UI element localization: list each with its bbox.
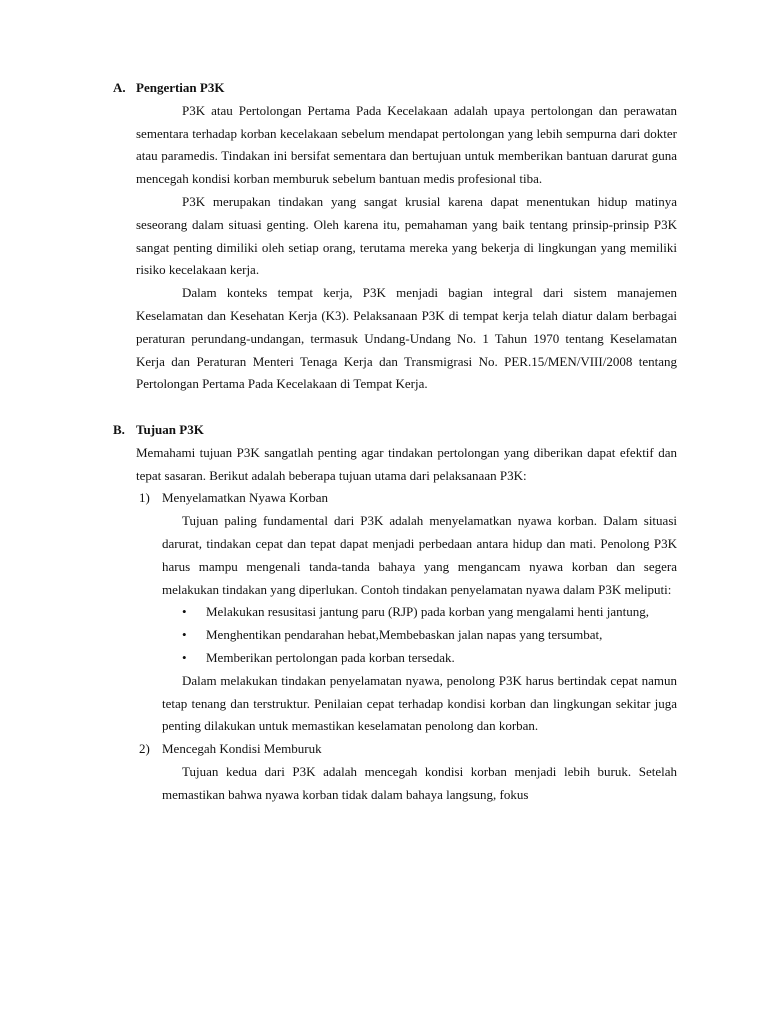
section-a-paragraph-3: Dalam konteks tempat kerja, P3K menjadi bagian integral dari sistem manajemen Keselamatan dan Kesehatan Kerja (K3). Pelaksanaan P3K di tempat kerja telah diatur dalam berbagai peraturan perundang-undangan, termasuk Undang-Undang No. 1 Tahun 1970 tentang Keselamatan Kerja dan Peraturan Menteri Tenaga Kerja dan Transmigrasi No. PER.15/MEN/VIII/2008 tentang Pertolongan Pertama Pada Kecelakaan di Tempat Kerja. (136, 285, 677, 392)
bullet-text: Melakukan resusitasi jantung paru (RJP) pada korban yang mengalami henti jantung, (206, 604, 649, 620)
section-b-title: Tujuan P3K (136, 421, 204, 437)
item-1-title: Menyelamatkan Nyawa Korban (162, 490, 329, 506)
list-item (182, 601, 677, 624)
bullet-list (182, 601, 677, 669)
section-b-intro: Memahami tujuan P3K sangatlah penting agar tindakan pertolongan yang diberikan dapat efektif dan tepat sasaran. Berikut adalah beberapa tujuan utama dari pelaksanaan P3K: (136, 444, 677, 483)
item-1-label: 1) (139, 490, 150, 506)
section-a-title: Pengertian P3K (136, 80, 225, 95)
numbered-item-2 (113, 738, 677, 761)
list-item (182, 647, 677, 670)
section-a-paragraph-1: P3K atau Pertolongan Pertama Pada Kecelakaan adalah upaya pertolongan dan perawatan sementara terhadap korban kecelakaan sebelum mendapat pertolongan yang lebih sempurna dari dokter atau paramedis. Tindakan ini bersifat sementara dan bertujuan untuk memberikan bantuan darurat guna mencegah kondisi korban memburuk sebelum bantuan medis profesional tiba. (136, 102, 677, 187)
numbered-item-1 (113, 487, 677, 510)
section-b-heading (113, 419, 677, 442)
bullet-icon: • (182, 604, 187, 620)
bullet-text: Memberikan pertolongan pada korban tersedak. (206, 649, 455, 665)
document-content (113, 77, 677, 807)
section-b-letter: B. (113, 421, 125, 437)
bullet-icon: • (182, 627, 187, 643)
item-2-title: Mencegah Kondisi Memburuk (162, 741, 322, 757)
item-2-label: 2) (139, 741, 150, 757)
section-a-letter: A. (113, 80, 126, 95)
bullet-text: Menghentikan pendarahan hebat,Membebaskan jalan napas yang tersumbat, (206, 627, 603, 643)
item-1-paragraph-1: Tujuan paling fundamental dari P3K adalah menyelamatkan nyawa korban. Dalam situasi darurat, tindakan cepat dan tepat dapat menjadi perbedaan antara hidup dan mati. Penolong P3K harus mampu mengenali tanda-tanda bahaya yang mengancam nyawa korban dan segera melakukan tindakan yang diperlukan. Contoh tindakan penyelamatan nyawa dalam P3K meliputi: (162, 513, 677, 597)
item-2-paragraph-1: Tujuan kedua dari P3K adalah mencegah kondisi korban menjadi lebih buruk. Setelah memastikan bahwa nyawa korban tidak dalam bahaya langsung, fokus (162, 763, 677, 802)
item-1-paragraph-2: Dalam melakukan tindakan penyelamatan nyawa, penolong P3K harus bertindak cepat namun tetap tenang dan terstruktur. Penilaian cepat terhadap kondisi korban dan lingkungan sekitar juga penting dilakukan untuk memastikan keselamatan penolong dan korban. (162, 672, 677, 734)
section-spacer (113, 396, 677, 419)
list-item (182, 624, 677, 647)
bullet-icon: • (182, 649, 187, 665)
section-a-paragraph-2: P3K merupakan tindakan yang sangat krusial karena dapat menentukan hidup matinya seseorang dalam situasi genting. Oleh karena itu, pemahaman yang baik tentang prinsip-prinsip P3K sangat penting dimiliki oleh setiap orang, terutama mereka yang bekerja di lingkungan yang memiliki risiko kecelakaan kerja. (136, 193, 677, 278)
section-a-heading (113, 77, 677, 100)
